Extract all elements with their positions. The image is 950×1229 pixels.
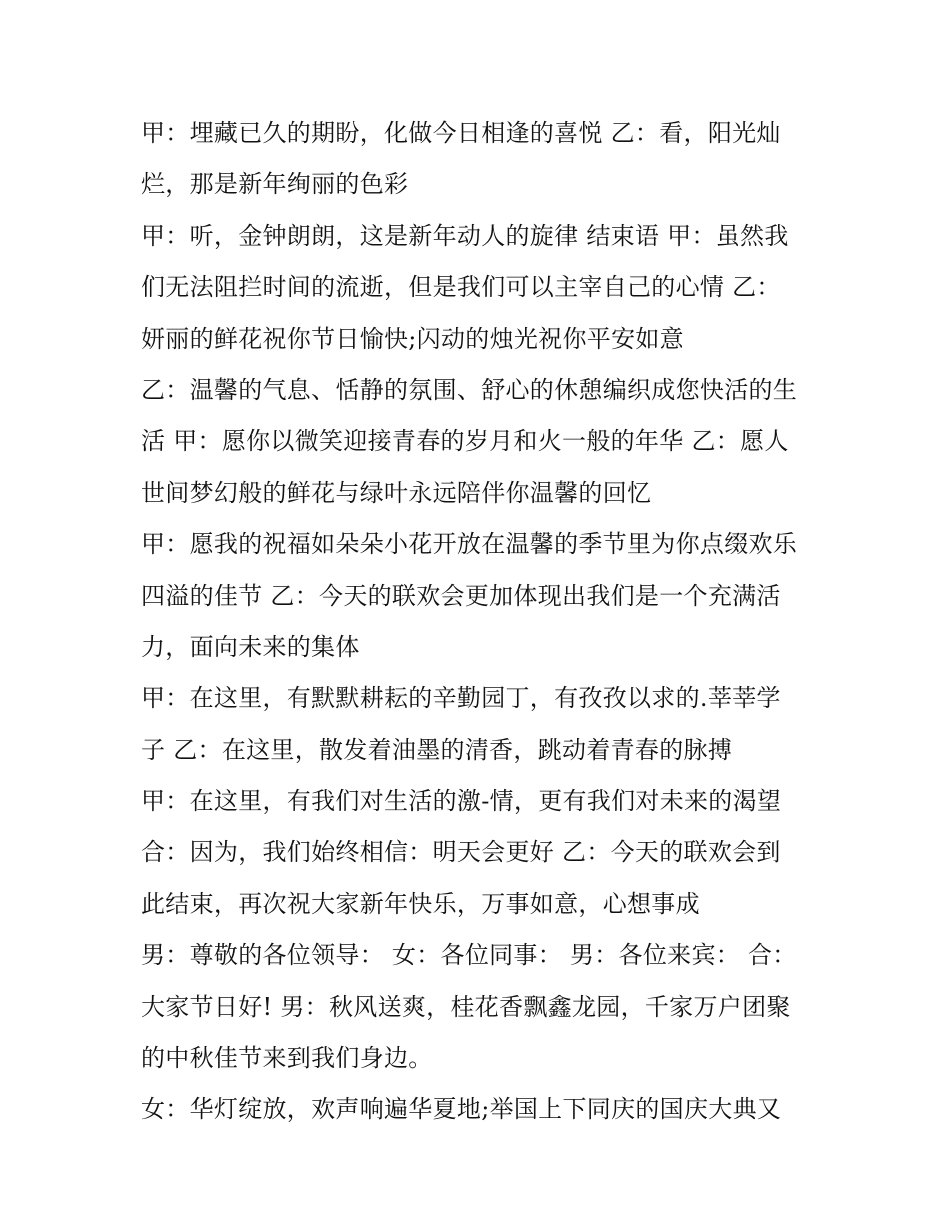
text-line: 活 甲：愿你以微笑迎接青春的岁月和火一般的年华 乙：愿人 [141,427,789,456]
text-line: 合：因为，我们始终相信：明天会更好 乙：今天的联欢会到 [141,838,781,867]
text-line: 女：华灯绽放，欢声响遍华夏地;举国上下同庆的国庆大典又 [141,1095,782,1124]
text-line: 甲：听，金钟朗朗，这是新年动人的旋律 结束语 甲：虽然我 [141,221,789,250]
text-line: 甲：在这里，有默默耕耘的辛勤园丁，有孜孜以求的.莘莘学 [141,684,781,713]
text-line: 甲：愿我的祝福如朵朵小花开放在温馨的季节里为你点缀欢乐 [141,530,798,559]
document-body [141,108,831,1136]
text-line: 子 乙：在这里，散发着油墨的清香，跳动着青春的脉搏 [141,735,733,764]
text-line: 烂，那是新年绚丽的色彩 [141,170,409,199]
text-line: 甲：埋藏已久的期盼，化做今日相逢的喜悦 乙：看，阳光灿 [141,119,781,147]
text-line: 四溢的佳节 乙：今天的联欢会更加体现出我们是一个充满活 [141,581,781,610]
text-line: 力，面向未来的集体 [141,632,360,661]
text-line: 们无法阻拦时间的流逝，但是我们可以主宰自己的心情 乙： [141,273,781,302]
text-line: 的中秋佳节来到我们身边。 [141,1044,433,1073]
text-line: 大家节日好! 男：秋风送爽，桂花香飘鑫龙园，千家万户团聚 [141,992,791,1021]
text-line: 甲：在这里，有我们对生活的激-情，更有我们对未来的渴望 [141,787,782,816]
text-line: 妍丽的鲜花祝你节日愉快;闪动的烛光祝你平安如意 [141,324,684,353]
text-line: 乙：温馨的气息、恬静的氛围、舒心的休憩编织成您快活的生 [141,375,798,404]
text-line: 世间梦幻般的鲜花与绿叶永远陪伴你温馨的回忆 [141,478,652,507]
text-line: 男：尊敬的各位领导： 女：各位同事： 男：各位来宾： 合： [141,941,797,970]
text-line: 此结束，再次祝大家新年快乐，万事如意，心想事成 [141,889,700,918]
